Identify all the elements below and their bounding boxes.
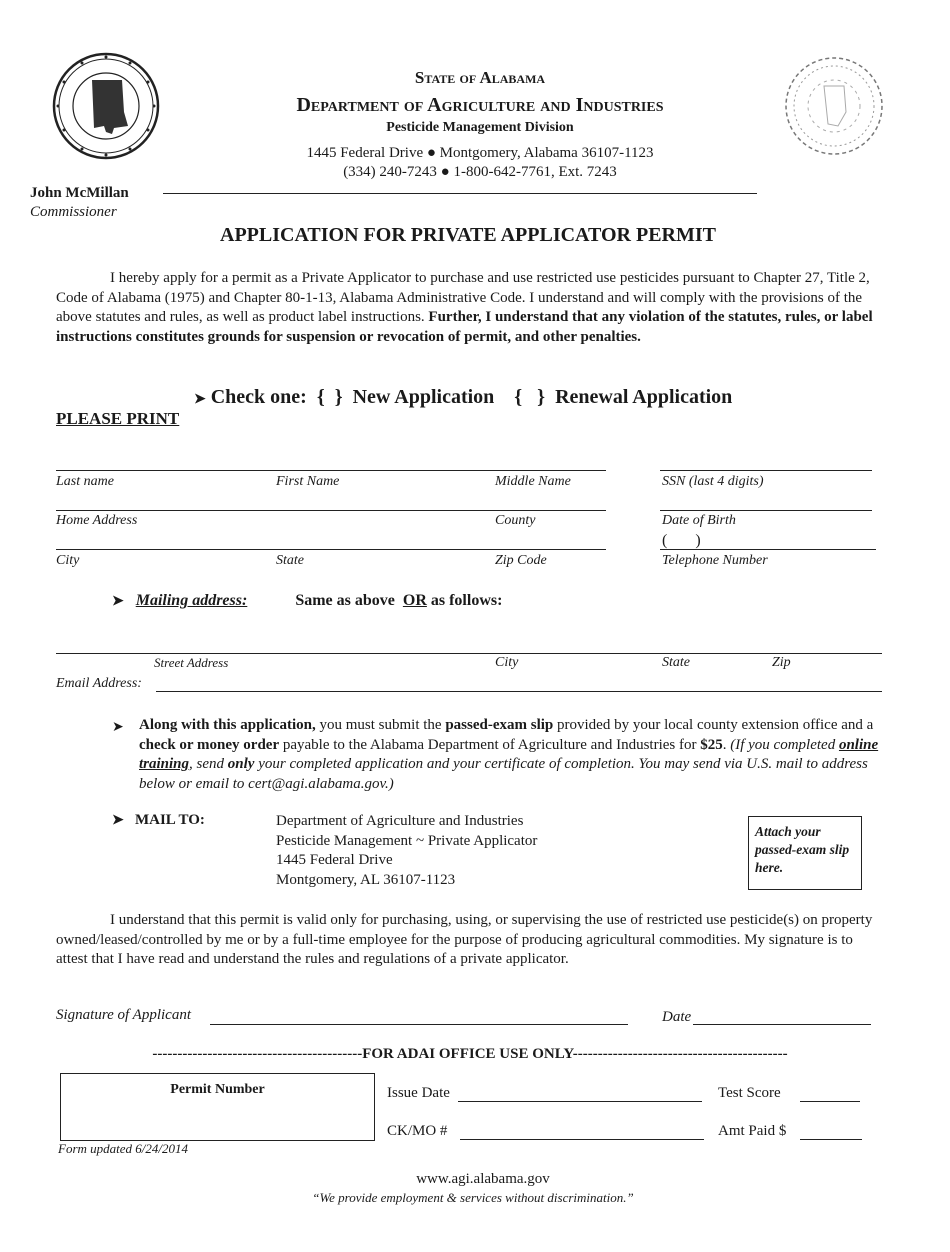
- new-application-checkbox[interactable]: { }: [311, 386, 348, 408]
- attach-exam-slip-box: Attach your passed-exam slip here.: [748, 816, 862, 890]
- tagline: “We provide employment & services without discrimination.”: [312, 1190, 634, 1205]
- telephone-field-line[interactable]: [660, 549, 876, 550]
- telephone-label: Telephone Number: [662, 553, 768, 568]
- email-field-line[interactable]: [156, 691, 882, 692]
- city-field-line[interactable]: [56, 549, 606, 550]
- mailing-address-row: [112, 592, 502, 610]
- ssn-field-line[interactable]: [660, 470, 872, 471]
- instructions-paragraph: Along with this application, you must submit the passed-exam slip provided by your local county extension office and a check or money order payable to the Alabama Department of Agriculture and Industries for $25. (If you completed online training, send only your completed application and your certificate of completion. You may send via U.S. mail to address below or email to cert@agi.alabama.gov.): [139, 717, 879, 792]
- arrow-icon: ➤: [194, 392, 206, 407]
- mailing-city-label: City: [495, 655, 519, 670]
- mailing-state-label: State: [662, 655, 690, 670]
- department-seal-left: [52, 52, 160, 160]
- mailing-address-label: Mailing address:: [135, 592, 248, 609]
- signature-label: Signature of Applicant: [56, 1007, 191, 1023]
- same-as-above-label: Same as above: [295, 592, 395, 609]
- division-name: Pesticide Management Division: [386, 120, 574, 135]
- header-rule: [163, 193, 757, 194]
- home-address-field-line[interactable]: [56, 510, 606, 511]
- commissioner-name: John McMillan: [30, 185, 129, 201]
- new-application-label: New Application: [352, 386, 495, 408]
- check-one-label: Check one:: [210, 386, 307, 408]
- form-title: APPLICATION FOR PRIVATE APPLICATOR PERMIT: [220, 224, 716, 246]
- street-address-label: Street Address: [154, 655, 229, 670]
- ssn-label: SSN (last 4 digits): [662, 474, 764, 489]
- department-seal-right: [780, 56, 888, 164]
- department-address: 1445 Federal Drive ● Montgomery, Alabama 36107-1123: [306, 145, 654, 161]
- understanding-paragraph: I understand that this permit is valid only for purchasing, using, or supervising the use of restricted use pesticide(s) on property owned/leased/controlled by me or by a full-time employee for the purpose of producing agricultural commodities. My signature is to attest that I have read and understand the rules and regulations of a private applicator.: [56, 912, 873, 967]
- website: www.agi.alabama.gov: [416, 1171, 550, 1187]
- zip-code-label: Zip Code: [495, 553, 547, 568]
- middle-name-label: Middle Name: [495, 474, 571, 489]
- email-label: Email Address:: [56, 676, 142, 691]
- signature-field-line[interactable]: [210, 1024, 628, 1025]
- amt-paid-field-line[interactable]: [800, 1139, 862, 1140]
- issue-date-field-line[interactable]: [458, 1101, 702, 1102]
- dob-label: Date of Birth: [662, 513, 736, 528]
- intro-paragraph: [56, 269, 886, 347]
- mailing-address-field-line[interactable]: [56, 653, 882, 654]
- state-label: State: [276, 553, 304, 568]
- mail-to-address: Department of Agriculture and Industries Pesticide Management ~ Private Applicator 1445 Federal Drive Montgomery, AL 36107-1123: [276, 813, 538, 888]
- home-address-label: Home Address: [56, 513, 138, 528]
- arrow-icon: ➤: [112, 813, 124, 828]
- last-name-label: Last name: [56, 474, 114, 489]
- name-field-line[interactable]: [56, 470, 606, 471]
- issue-date-label: Issue Date: [387, 1085, 450, 1101]
- department-name: Department of Agriculture and Industries: [296, 94, 664, 116]
- office-use-heading: ------------------------------------------FOR ADAI OFFICE USE ONLY-------------------------------------------: [152, 1046, 788, 1062]
- department-phone: (334) 240-7243 ● 1-800-642-7761, Ext. 7243: [343, 164, 617, 180]
- phone-area-code[interactable]: ( ): [662, 532, 701, 549]
- permit-number-label: Permit Number: [170, 1082, 265, 1097]
- state-name: State of Alabama: [414, 68, 546, 87]
- renewal-application-label: Renewal Application: [555, 386, 733, 408]
- mailing-zip-label: Zip: [772, 655, 791, 670]
- as-follows-label: as follows:: [430, 592, 503, 609]
- please-print-label: PLEASE PRINT: [56, 409, 180, 428]
- intro-warning: Further, I understand that any violation of the statutes, rules, or label instructions constitutes grounds for suspension or revocation of permit, and other penalties.: [56, 309, 873, 345]
- commissioner-title: Commissioner: [30, 204, 117, 220]
- ckmo-label: CK/MO #: [387, 1123, 448, 1139]
- signature-date-field-line[interactable]: [693, 1024, 871, 1025]
- instructions-arrow: [112, 718, 124, 736]
- signature-date-label: Date: [662, 1009, 692, 1025]
- or-label: OR: [402, 592, 427, 609]
- county-label: County: [495, 513, 536, 528]
- test-score-field-line[interactable]: [800, 1101, 860, 1102]
- arrow-icon: ➤: [112, 594, 124, 609]
- first-name-label: First Name: [276, 474, 340, 489]
- same-as-above-checkbox[interactable]: [251, 592, 291, 609]
- test-score-label: Test Score: [718, 1085, 781, 1101]
- amt-paid-label: Amt Paid $: [718, 1123, 787, 1139]
- renewal-application-checkbox[interactable]: { }: [499, 386, 551, 408]
- mail-to-label: ➤ MAIL TO:: [112, 812, 205, 828]
- ckmo-field-line[interactable]: [460, 1139, 704, 1140]
- city-label: City: [56, 553, 80, 568]
- check-one-row: [194, 386, 732, 409]
- dob-field-line[interactable]: [660, 510, 872, 511]
- form-updated: Form updated 6/24/2014: [58, 1141, 188, 1156]
- intro-text: I hereby apply for a permit as a Private Applicator to purchase and use restricted use pesticides pursuant to Chapter 27, Title 2, Code of Alabama (1975) and Chapter 80-1-13, Alabama Administrative Code. I understand and will comply with the provisions of the above statutes and rules, as well as product label instructions.: [56, 270, 870, 325]
- arrow-icon: ➤: [112, 720, 124, 735]
- permit-number-box[interactable]: [60, 1073, 375, 1141]
